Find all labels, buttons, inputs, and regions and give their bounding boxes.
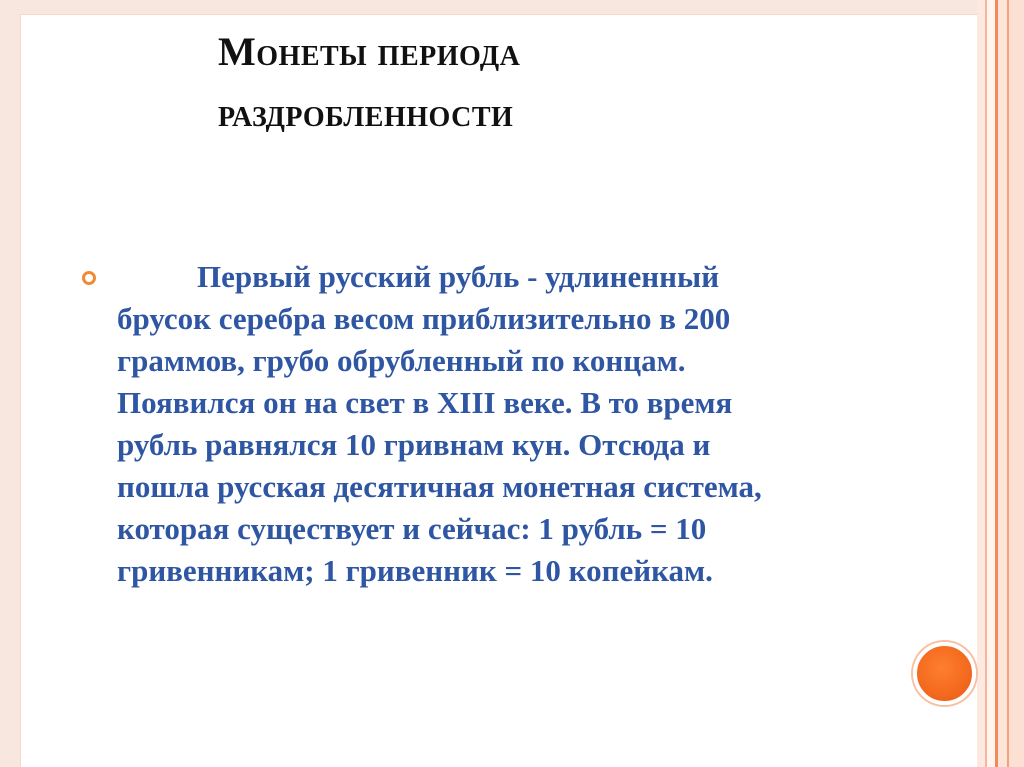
body-text-line: Первый русский рубль - удлиненный: [197, 259, 720, 294]
orange-circle-icon: [913, 642, 976, 705]
body-text-line: брусок серебра весом приблизительно в 200: [117, 301, 731, 336]
body-text-line: рубль равнялся 10 гривнам кун. Отсюда и: [117, 427, 711, 462]
right-stripe: [977, 0, 985, 767]
right-stripe: [998, 0, 1007, 767]
slide-body-text: [117, 256, 957, 592]
body-text-line: пошла русская десятичная монетная система,: [117, 469, 762, 504]
body-text-line: Появился он на свет в XIII веке. В то время: [117, 385, 733, 420]
bullet-circle-icon: [82, 271, 96, 285]
slide-title: [218, 28, 898, 138]
body-text-line: которая существует и сейчас: 1 рубль = 10: [117, 511, 707, 546]
slide-title-line: Монеты периода: [218, 29, 521, 74]
right-stripe: [987, 0, 995, 767]
body-text-line: граммов, грубо обрубленный по концам.: [117, 343, 686, 378]
slide-title-line: раздробленности: [218, 89, 514, 135]
right-stripe: [1009, 0, 1024, 767]
body-text-line: гривенникам; 1 гривенник = 10 копейкам.: [117, 553, 713, 588]
